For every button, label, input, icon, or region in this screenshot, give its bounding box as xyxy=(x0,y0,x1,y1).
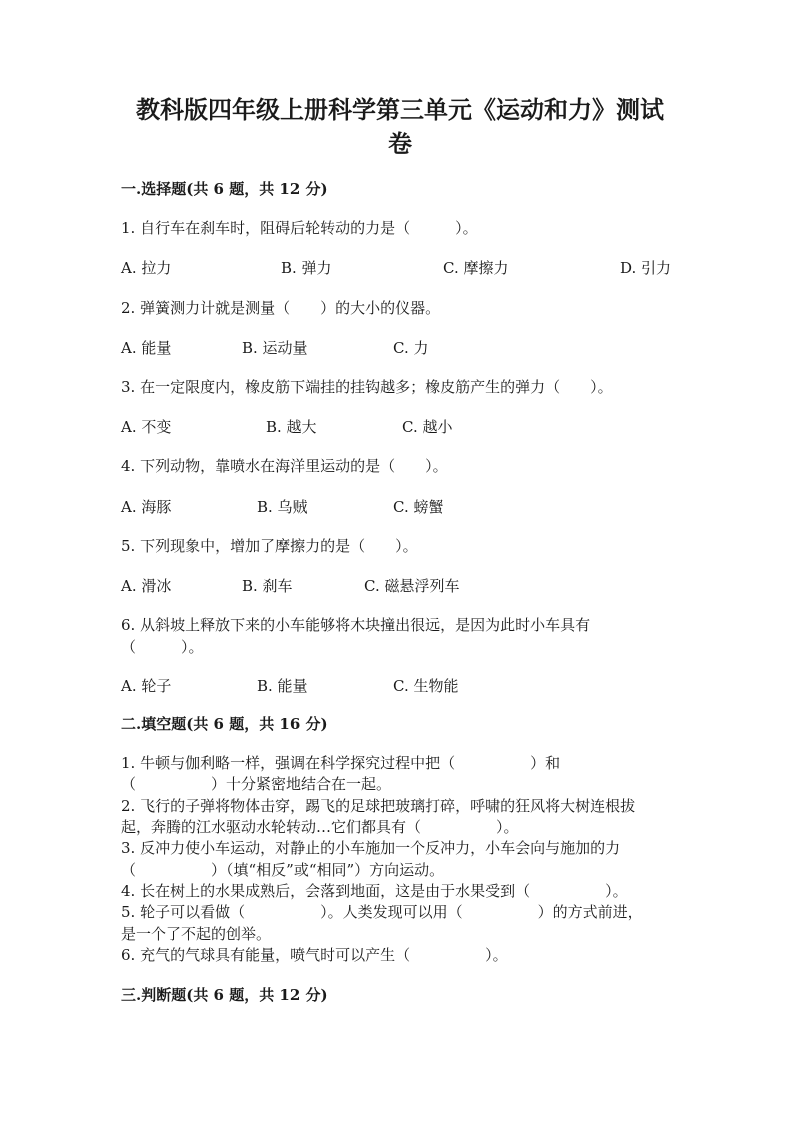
q1-option-a: A. 拉力 xyxy=(121,259,172,277)
q4-option-c: C. 螃蟹 xyxy=(393,498,444,516)
q6-option-a: A. 轮子 xyxy=(121,677,172,695)
fill-5-line-1: 5. 轮子可以看做（ ）。人类发现可以用（ ）的方式前进， xyxy=(121,903,643,921)
q2-option-c: C. 力 xyxy=(393,339,429,357)
fill-5-line-2: 是一个了不起的创举。 xyxy=(121,925,272,943)
q3-option-a: A. 不变 xyxy=(121,418,172,436)
fill-1-line-1: 1. 牛顿与伽利略一样，强调在科学探究过程中把（ ）和 xyxy=(121,754,561,772)
q3-option-c: C. 越小 xyxy=(402,418,453,436)
fill-1-line-2: （ ）十分紧密地结合在一起。 xyxy=(121,775,392,793)
fill-3-line-2: （ ）（填“相反”或“相同”）方向运动。 xyxy=(121,861,445,879)
section-heading-fill: 二.填空题(共 6 题，共 16 分) xyxy=(121,715,328,733)
q4-option-a: A. 海豚 xyxy=(121,498,172,516)
q2-option-b: B. 运动量 xyxy=(242,339,308,357)
title-line-1: 教科版四年级上册科学第三单元《运动和力》测试 xyxy=(136,95,664,124)
question-1: 1. 自行车在刹车时，阻碍后轮转动的力是（ ）。 xyxy=(121,219,478,237)
question-6-line-2: （ ）。 xyxy=(121,638,204,656)
q6-option-b: B. 能量 xyxy=(257,677,308,695)
page-title xyxy=(100,93,700,161)
question-5: 5. 下列现象中，增加了摩擦力的是（ ）。 xyxy=(121,537,418,555)
q4-option-b: B. 乌贼 xyxy=(257,498,308,516)
question-2: 2. 弹簧测力计就是测量（ ）的大小的仪器。 xyxy=(121,299,441,317)
fill-4: 4. 长在树上的水果成熟后，会落到地面，这是由于水果受到（ ）。 xyxy=(121,882,628,900)
q5-option-b: B. 刹车 xyxy=(242,577,293,595)
q1-option-d: D. 引力 xyxy=(620,259,672,277)
q1-option-c: C. 摩擦力 xyxy=(443,259,509,277)
fill-6: 6. 充气的气球具有能量，喷气时可以产生（ ）。 xyxy=(121,946,508,964)
title-line-2: 卷 xyxy=(388,129,412,158)
fill-2-line-2: 起，奔腾的江水驱动水轮转动…它们都具有（ ）。 xyxy=(121,818,519,836)
question-3: 3. 在一定限度内，橡皮筋下端挂的挂钩越多；橡皮筋产生的弹力（ ）。 xyxy=(121,378,613,396)
q5-option-c: C. 磁悬浮列车 xyxy=(364,577,460,595)
q2-option-a: A. 能量 xyxy=(121,339,172,357)
q5-option-a: A. 滑冰 xyxy=(121,577,172,595)
fill-3-line-1: 3. 反冲力使小车运动，对静止的小车施加一个反冲力，小车会向与施加的力 xyxy=(121,839,621,857)
q1-option-b: B. 弹力 xyxy=(281,259,332,277)
question-4: 4. 下列动物，靠喷水在海洋里运动的是（ ）。 xyxy=(121,457,448,475)
question-6-line-1: 6. 从斜坡上释放下来的小车能够将木块撞出很远，是因为此时小车具有 xyxy=(121,616,591,634)
q6-option-c: C. 生物能 xyxy=(393,677,459,695)
fill-2-line-1: 2. 飞行的子弹将物体击穿，踢飞的足球把玻璃打碎，呼啸的狂风将大树连根拔 xyxy=(121,797,636,815)
section-heading-judge: 三.判断题(共 6 题，共 12 分) xyxy=(121,986,328,1004)
q3-option-b: B. 越大 xyxy=(266,418,317,436)
section-heading-choice: 一.选择题(共 6 题，共 12 分) xyxy=(121,180,328,198)
